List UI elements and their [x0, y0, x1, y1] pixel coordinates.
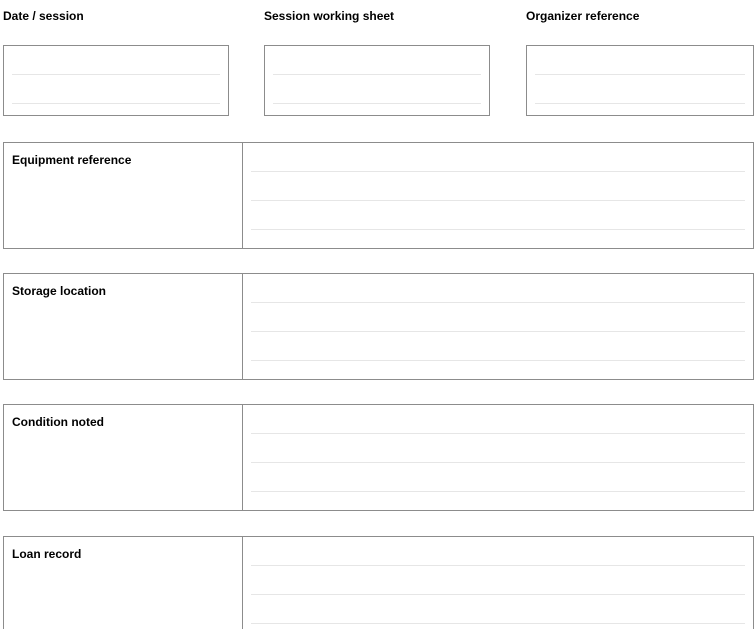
writing-line [12, 103, 220, 104]
writing-line [251, 360, 745, 361]
writing-line [251, 462, 745, 463]
header-label-organizer-reference: Organizer reference [526, 9, 640, 23]
writing-line [251, 491, 745, 492]
section-label-condition-noted: Condition noted [12, 415, 104, 429]
header-label-date-session: Date / session [3, 9, 84, 23]
writing-line [251, 171, 745, 172]
writing-line [251, 302, 745, 303]
writing-line [251, 623, 745, 624]
section-label-cell [4, 405, 243, 510]
writing-line [251, 229, 745, 230]
writing-line [535, 74, 745, 75]
condition-noted-entry-area[interactable] [243, 405, 753, 510]
organizer-reference-field[interactable] [526, 45, 754, 116]
section-condition-noted [3, 404, 754, 511]
storage-location-entry-area[interactable] [243, 274, 753, 379]
section-label-storage-location: Storage location [12, 284, 107, 298]
section-label-cell [4, 274, 243, 379]
date-session-field[interactable] [3, 45, 229, 116]
writing-line [535, 103, 745, 104]
section-label-cell [4, 537, 243, 629]
writing-line [12, 74, 220, 75]
section-storage-location [3, 273, 754, 380]
writing-line [273, 74, 481, 75]
session-working-sheet-field[interactable] [264, 45, 490, 116]
writing-line [251, 331, 745, 332]
section-label-equipment-reference: Equipment reference [12, 153, 132, 167]
writing-line [251, 594, 745, 595]
loan-record-entry-area[interactable] [243, 537, 753, 629]
section-label-cell [4, 143, 243, 248]
section-equipment-reference [3, 142, 754, 249]
writing-line [251, 433, 745, 434]
equipment-reference-entry-area[interactable] [243, 143, 753, 248]
section-label-loan-record: Loan record [12, 547, 82, 561]
header-label-session-working-sheet: Session working sheet [264, 9, 395, 23]
writing-line [251, 565, 745, 566]
writing-line [273, 103, 481, 104]
writing-line [251, 200, 745, 201]
section-loan-record [3, 536, 754, 629]
